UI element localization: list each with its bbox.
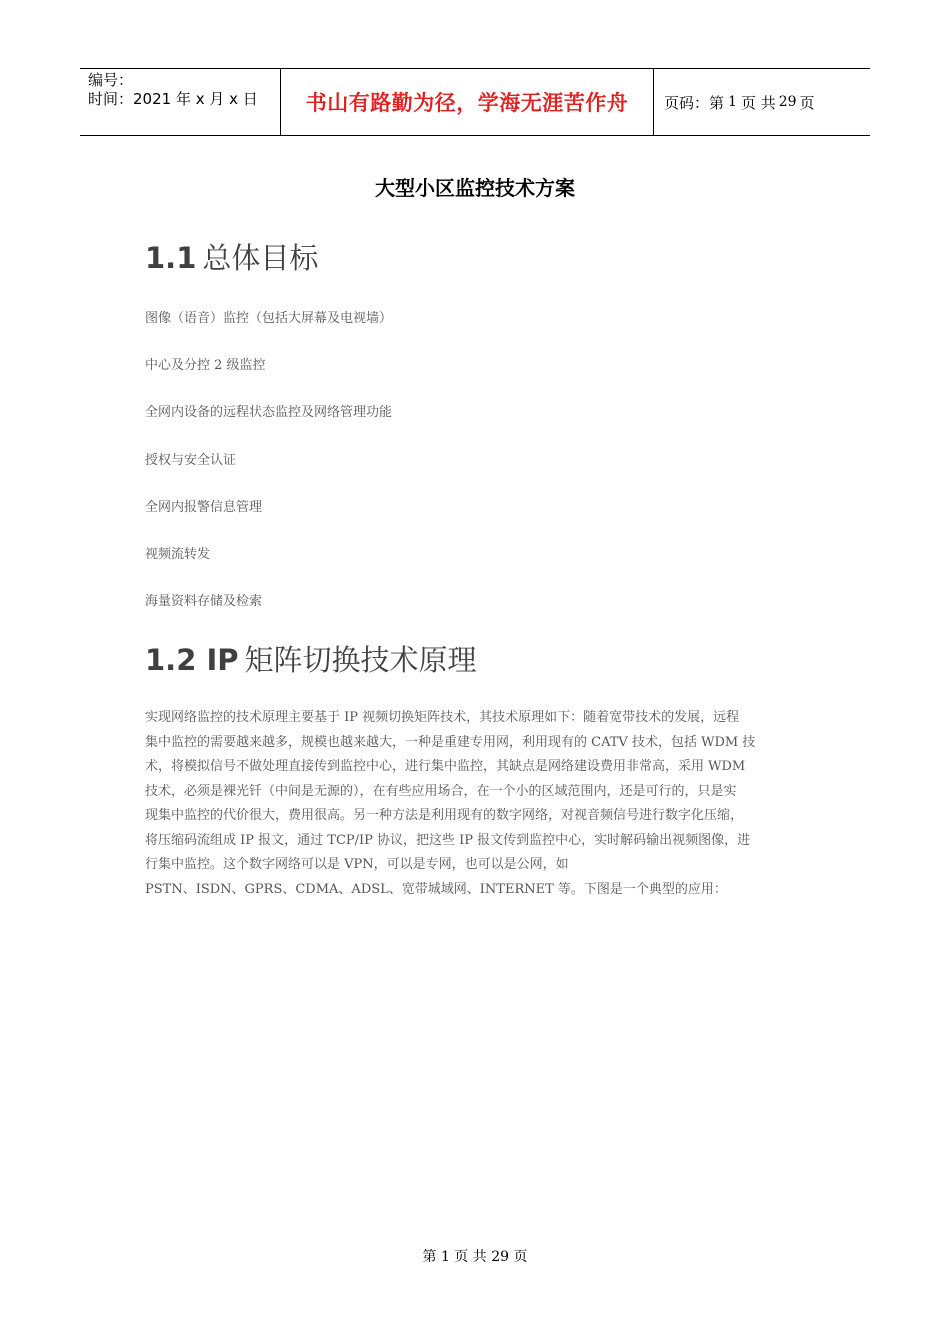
section-number: 1.1 [145, 241, 197, 275]
page-footer: 第 1 页 共 29 页 [422, 1249, 528, 1265]
list-item: 全网内设备的远程状态监控及网络管理功能 [145, 405, 393, 420]
list-item: 授权与安全认证 [145, 453, 237, 468]
list-item: 图像（语音）监控（包括大屏幕及电视墙） [145, 311, 393, 326]
section-heading-2 [145, 638, 477, 679]
list-item: 全网内报警信息管理 [145, 500, 263, 515]
list-item: 中心及分控 2 级监控 [145, 358, 266, 373]
page-current: 1 [728, 94, 737, 110]
paragraph-line: PSTN、ISDN、GPRS、CDMA、ADSL、宽带城域网、INTERNET 等。下图是一个典型的应用： [145, 881, 727, 897]
list-item: 视频流转发 [145, 547, 211, 562]
page-header [80, 68, 870, 136]
list-item: 海量资料存储及检索 [145, 594, 263, 609]
paragraph-line: 实现网络监控的技术原理主要基于 IP 视频切换矩阵技术，其技术原理如下：随着宽带技术的发展，远程 [145, 710, 740, 725]
section-heading-1 [145, 236, 318, 277]
paragraph-line: 行集中监控。这个数字网络可以是 VPN，可以是专网，也可以是公网，如 [145, 857, 569, 872]
document-title: 大型小区监控技术方案 [375, 176, 575, 200]
header-meta [80, 69, 281, 135]
page-mid: 页 共 [740, 93, 776, 112]
section-number: 1.2 IP [145, 643, 239, 677]
section-title: 总体目标 [202, 241, 319, 275]
header-motto: 书山有路勤为径，学海无涯苦作舟 [281, 69, 654, 135]
paragraph-line: 术，将模拟信号不做处理直接传到监控中心，进行集中监控，其缺点是网络建设费用非常高，采用 WDM [145, 759, 746, 774]
paragraph-line: 将压缩码流组成 IP 报文，通过 TCP/IP 协议，把这些 IP 报文传到监控中心，实时解码输出视频图像，进 [145, 832, 751, 848]
paragraph-line: 集中监控的需要越来越多，规模也越来越大，一种是重建专用网，利用现有的 CATV 技术，包括 WDM 技 [145, 734, 756, 750]
page-prefix: 页码：第 [664, 93, 725, 112]
page-total: 29 [778, 94, 797, 110]
body-paragraph [145, 706, 810, 902]
page-suffix: 页 [799, 93, 815, 112]
paragraph-line: 技术，必须是裸光钎（中间是无源的），在有些应用场合，在一个小的区域范围内，还是可行的，只是实 [145, 783, 737, 799]
header-page-counter [654, 69, 870, 135]
date-label: 时间：2021 年 x 月 x 日 [88, 90, 258, 108]
number-label: 编号： [88, 71, 134, 89]
section-title: 矩阵切换技术原理 [244, 643, 477, 677]
paragraph-line: 现集中监控的代价很大，费用很高。另一种方法是利用现有的数字网络，对视音频信号进行数字化压缩， [145, 808, 744, 823]
